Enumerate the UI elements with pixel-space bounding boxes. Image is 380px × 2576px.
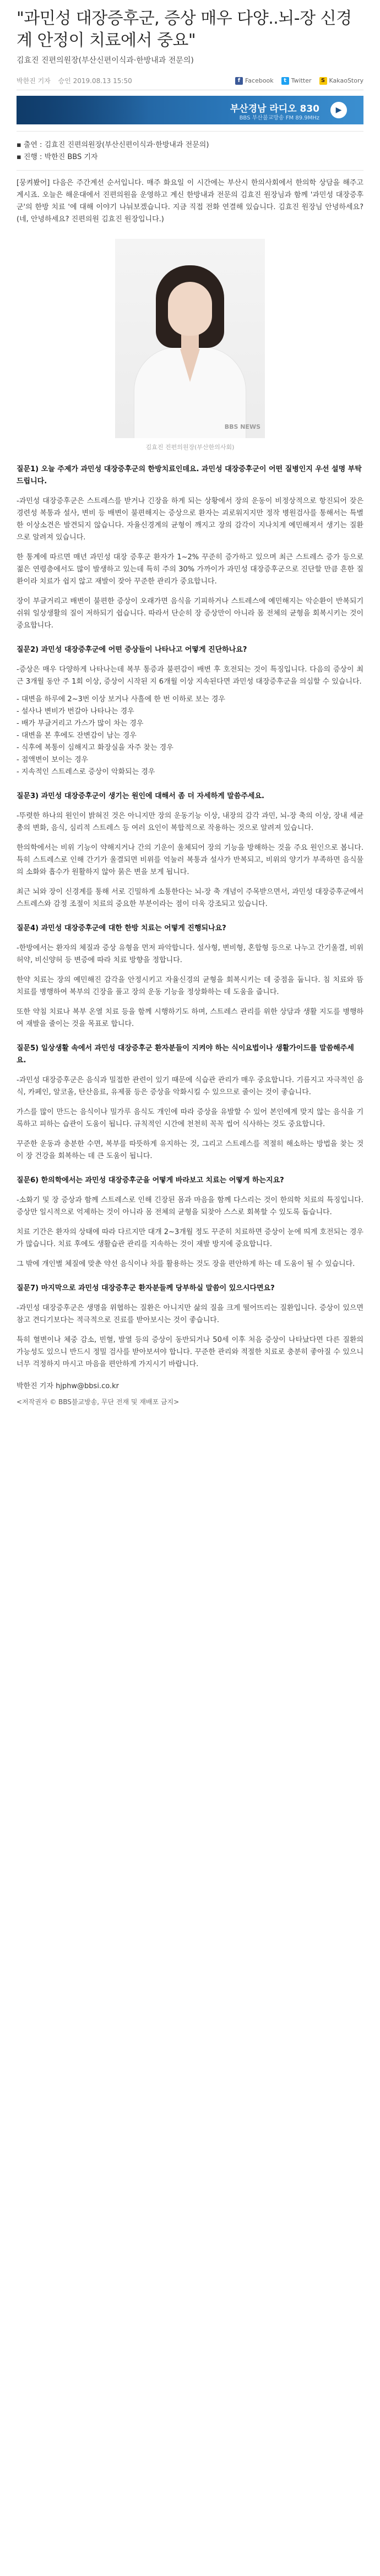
question-2: 질문2) 과민성 대장증후군에 어떤 증상들이 나타나고 어떻게 진단하나요? <box>17 646 247 654</box>
answer-paragraph: 치료 기간은 환자의 상태에 따라 다르지만 대개 2~3개월 정도 꾸준히 치료하면 증상이 눈에 띄게 호전되는 경우가 많습니다. 치료 후에도 생활습관 관리를 지속하는 것이 재발 방지에 중요합니다. <box>17 1228 363 1248</box>
share-facebook[interactable] <box>235 77 274 85</box>
list-item: - 배가 부글거리고 가스가 많이 차는 경우 <box>17 719 144 728</box>
list-item: - 설사나 변비가 번갈아 나타나는 경우 <box>17 707 134 716</box>
question-7: 질문7) 마지막으로 과민성 대장증후군 환자분들께 당부하실 말씀이 있으시다면요? <box>17 1284 275 1292</box>
photo-face-shape <box>168 282 212 336</box>
question-3: 질문3) 과민성 대장증후군이 생기는 원인에 대해서 좀 더 자세하게 말씀주세요. <box>17 792 264 800</box>
list-item: - 대변을 하루에 2~3번 이상 보거나 사흘에 한 번 이하로 보는 경우 <box>17 695 225 703</box>
list-item: - 식후에 복통이 심해지고 화장실을 자주 찾는 경우 <box>17 744 173 752</box>
answer-paragraph: -증상은 매우 다양하게 나타나는데 복부 통증과 불편감이 배변 후 호전되는 것이 특징입니다. 다음의 증상이 최근 3개월 동안 주 1회 이상, 증상이 시작된 지 6개월 이상 지속된다면 과민성 대장증후군을 의심할 수 있습니다. <box>17 665 363 686</box>
article-body <box>0 177 380 1393</box>
photo-caption: 김효진 진편의원장(부산한의사회) <box>145 444 235 451</box>
answer-paragraph: -소화기 및 장 증상과 함께 스트레스로 인해 긴장된 몸과 마음을 함께 다스리는 것이 한의학 치료의 특징입니다. 증상만 일시적으로 억제하는 것이 아니라 몸 전체의 균형을 되찾아 스스로 회복할 수 있도록 돕습니다. <box>17 1196 363 1216</box>
answer-paragraph: 그 밖에 개인별 체질에 맞춘 약선 음식이나 차를 활용하는 것도 장을 편안하게 하는 데 도움이 될 수 있습니다. <box>17 1260 355 1268</box>
share-twitter-label: Twitter <box>291 77 312 84</box>
article-meta <box>17 76 138 85</box>
share-twitter[interactable] <box>281 77 312 85</box>
article-subtitle: 김효진 진편의원장(부산신편이식과·한방내과 전문의) <box>17 56 194 65</box>
meta-row <box>17 76 363 90</box>
host-line <box>17 151 363 163</box>
answer-paragraph: -과민성 대장증후군은 음식과 밀접한 관련이 있기 때문에 식습관 관리가 매우 중요합니다. 기름지고 자극적인 음식, 카페인, 알코올, 탄산음료, 유제품 등은 증상을 악화시킬 수 있으므로 줄이는 것이 좋습니다. <box>17 1076 363 1096</box>
radio-play-icon: ▶ <box>330 102 347 118</box>
share-bar <box>235 77 363 85</box>
host-text: 진행 : 박한진 BBS 기자 <box>23 153 98 161</box>
answer-paragraph: 장이 부글거리고 배변이 불편한 증상이 오래가면 음식을 기피하거나 스트레스에 예민해지는 악순환이 반복되기 쉬워 일상생활의 질이 저하되기 쉽습니다. 따라서 단순히 장 증상만이 아니라 몸 전체의 균형을 회복시키는 것이 중요합니다. <box>17 597 363 630</box>
article-byline <box>17 1380 363 1393</box>
question-5: 질문5) 일상생활 속에서 과민성 대장증후군 환자분들이 지켜야 하는 식이요법이나 생활가이드를 말씀해주세요. <box>17 1044 354 1065</box>
byline-email[interactable]: hjphw@bbsi.co.kr <box>56 1382 119 1390</box>
article-header <box>0 0 380 90</box>
answer-paragraph: 최근 뇌와 장이 신경계를 통해 서로 긴밀하게 소통한다는 뇌-장 축 개념이 주목받으면서, 과민성 대장증후군에서 스트레스와 감정 조절이 치료의 중요한 부분이라는 점이 더욱 강조되고 있습니다. <box>17 888 363 908</box>
broadcast-info <box>17 131 363 171</box>
article-figure <box>115 239 265 451</box>
copyright-notice: <저작권자 © BBS불교방송, 무단 전재 및 재배포 금지> <box>17 1398 180 1406</box>
answer-paragraph: 한 통계에 따르면 매년 과민성 대장 증후군 환자가 1~2% 꾸준히 증가하고 있으며 최근 스트레스 증가 등으로 젊은 연령층에서도 많이 발생하고 있는데 특히 주의 30% 가까이가 과민성 대장증후군으로 진단할 만큼 흔한 질환이라 치료가 쉽지 않고 재발이 잦아 꾸준한 관리가 중요합니다. <box>17 553 363 586</box>
banner-subtitle: BBS 부산불교방송 FM 89.9MHz <box>239 115 319 121</box>
list-item: - 대변을 본 후에도 잔변감이 남는 경우 <box>17 732 137 740</box>
banner-wrap <box>0 90 380 124</box>
share-facebook-label: Facebook <box>245 77 274 84</box>
question-1: 질문1) 오늘 주제가 과민성 대장증후군의 한방치료인데요. 과민성 대장증후군이 어떤 질병인지 우선 설명 부탁드립니다. <box>17 465 362 485</box>
answer-paragraph: -한방에서는 환자의 체질과 증상 유형을 먼저 파악합니다. 설사형, 변비형, 혼합형 등으로 나누고 간기울결, 비위허약, 비신양허 등 변증에 따라 치료 방향을 정합니다. <box>17 944 363 964</box>
guest-text: 출연 : 김효진 진편의원장(부산신편이식과·한방내과 전문의) <box>23 141 209 149</box>
bullet-icon: ▪ <box>17 153 21 161</box>
share-kakaostory-label: KakaoStory <box>329 77 363 84</box>
answer-paragraph: 꾸준한 운동과 충분한 수면, 복부를 따뜻하게 유지하는 것, 그리고 스트레스를 적절히 해소하는 방법을 찾는 것이 장 건강을 회복하는 데 큰 도움이 됩니다. <box>17 1140 363 1160</box>
byline-author: 박한진 기자 <box>17 1382 53 1390</box>
facebook-icon: f <box>235 77 243 85</box>
banner-title: 부산경남 라디오 830 <box>230 103 319 114</box>
answer-paragraph: -뚜렷한 하나의 원인이 밝혀진 것은 아니지만 장의 운동기능 이상, 내장의 감각 과민, 뇌-장 축의 이상, 장내 세균총의 변화, 음식, 심리적 스트레스 등 여러 요인이 복합적으로 작용하는 것으로 알려져 있습니다. <box>17 812 363 832</box>
radio-banner[interactable] <box>17 96 363 124</box>
guest-line <box>17 139 363 151</box>
answer-paragraph: -과민성 대장증후군은 스트레스를 받거나 긴장을 하게 되는 상황에서 장의 운동이 비정상적으로 항진되어 잦은 경련성 복통과 설사, 변비 등 배변이 불편해지는 증상으로 환자는 괴로워지지만 정작 병원검사를 통해서는 특별한 이상소견은 발견되지 않습니다. 자율신경계의 균형이 깨지고 장의 감각이 지나치게 예민해져서 생기는 질환으로 알려져 있습니다. <box>17 497 363 542</box>
article-title: "과민성 대장증후군, 증상 매우 다양..뇌-장 신경계 안정이 치료에서 중요" <box>17 9 352 50</box>
answer-paragraph: 가스를 많이 만드는 음식이나 밀가루 음식도 개인에 따라 증상을 유발할 수 있어 본인에게 맞지 않는 음식을 기록하고 피하는 습관이 도움이 됩니다. 규칙적인 시간에 천천히 꼭꼭 씹어 식사하는 것도 중요합니다. <box>17 1108 363 1128</box>
guest-photo <box>115 239 265 438</box>
banner-decoration <box>17 96 149 124</box>
question-4: 질문4) 과민성 대장증후군에 대한 한방 치료는 어떻게 진행되나요? <box>17 924 226 932</box>
answer-paragraph: -과민성 대장증후군은 생명을 위협하는 질환은 아니지만 삶의 질을 크게 떨어뜨리는 질환입니다. 증상이 있으면 참고 견디기보다는 적극적으로 진료를 받아보시는 것이 좋습니다. <box>17 1304 363 1324</box>
list-item: - 점액변이 보이는 경우 <box>17 756 89 764</box>
photo-watermark: BBS NEWS <box>224 423 260 430</box>
answer-paragraph: 한약 치료는 장의 예민해진 감각을 안정시키고 자율신경의 균형을 회복시키는 데 중점을 둡니다. 침 치료와 뜸 치료를 병행하여 복부의 긴장을 풀고 장의 운동 기능을 정상화하는 데 도움을 줍니다. <box>17 976 363 996</box>
list-item: - 지속적인 스트레스로 증상이 악화되는 경우 <box>17 768 155 776</box>
twitter-icon: t <box>281 77 289 85</box>
intro-paragraph: [뭉켜봤어] 다음은 주간계선 순서입니다. 매주 화요일 이 시간에는 부산시 한의사회에서 한의학 상담을 해주고 계시죠. 오늘은 해운대에서 진편의원을 운영하고 계신 한방내과 전문의 김효진 원장님과 함께 '과민성 대장증후군'의 한방 치료 '에 대해 이야기 나눠보겠습니다. 지금 직접 전화 연결해 있습니다. 김효진 원장님 안녕하세요? (네, 안녕하세요? 진편의원 김효진 원장입니다.) <box>17 179 363 223</box>
bullet-icon: ▪ <box>17 141 21 149</box>
share-kakaostory[interactable] <box>319 77 363 85</box>
answer-paragraph: 특히 혈변이나 체중 감소, 빈혈, 발열 등의 증상이 동반되거나 50세 이후 처음 증상이 나타났다면 다른 질환의 가능성도 있으니 반드시 정밀 검사를 받아보셔야 합니다. 꾸준한 관리와 적절한 치료로 충분히 좋아질 수 있으니 너무 걱정하지 마시고 마음을 편안하게 가지시기 바랍니다. <box>17 1336 363 1368</box>
publish-date: 승인 2019.08.13 15:50 <box>58 77 132 85</box>
question-6: 질문6) 한의학에서는 과민성 대장증후군을 어떻게 바라보고 치료는 어떻게 하는지요? <box>17 1176 284 1185</box>
answer-paragraph: 또한 약침 치료나 복부 온열 치료 등을 함께 시행하기도 하며, 스트레스 관리를 위한 상담과 생활 지도를 병행하여 재발을 줄이는 것을 목표로 합니다. <box>17 1008 363 1028</box>
author: 박한진 기자 <box>17 77 51 85</box>
kakaostory-icon: S <box>319 77 327 85</box>
answer-paragraph: 한의학에서는 비위 기능이 약해지거나 간의 기운이 울체되어 장의 기능을 방해하는 것을 주요 원인으로 봅니다. 특히 스트레스로 인해 간기가 울결되면 비위를 억눌러 복통과 설사가 반복되고, 비위의 양기가 부족하면 음식물의 소화와 흡수가 원활하지 않아 묽은 변을 보게 됩니다. <box>17 844 363 876</box>
symptom-list <box>17 694 363 778</box>
